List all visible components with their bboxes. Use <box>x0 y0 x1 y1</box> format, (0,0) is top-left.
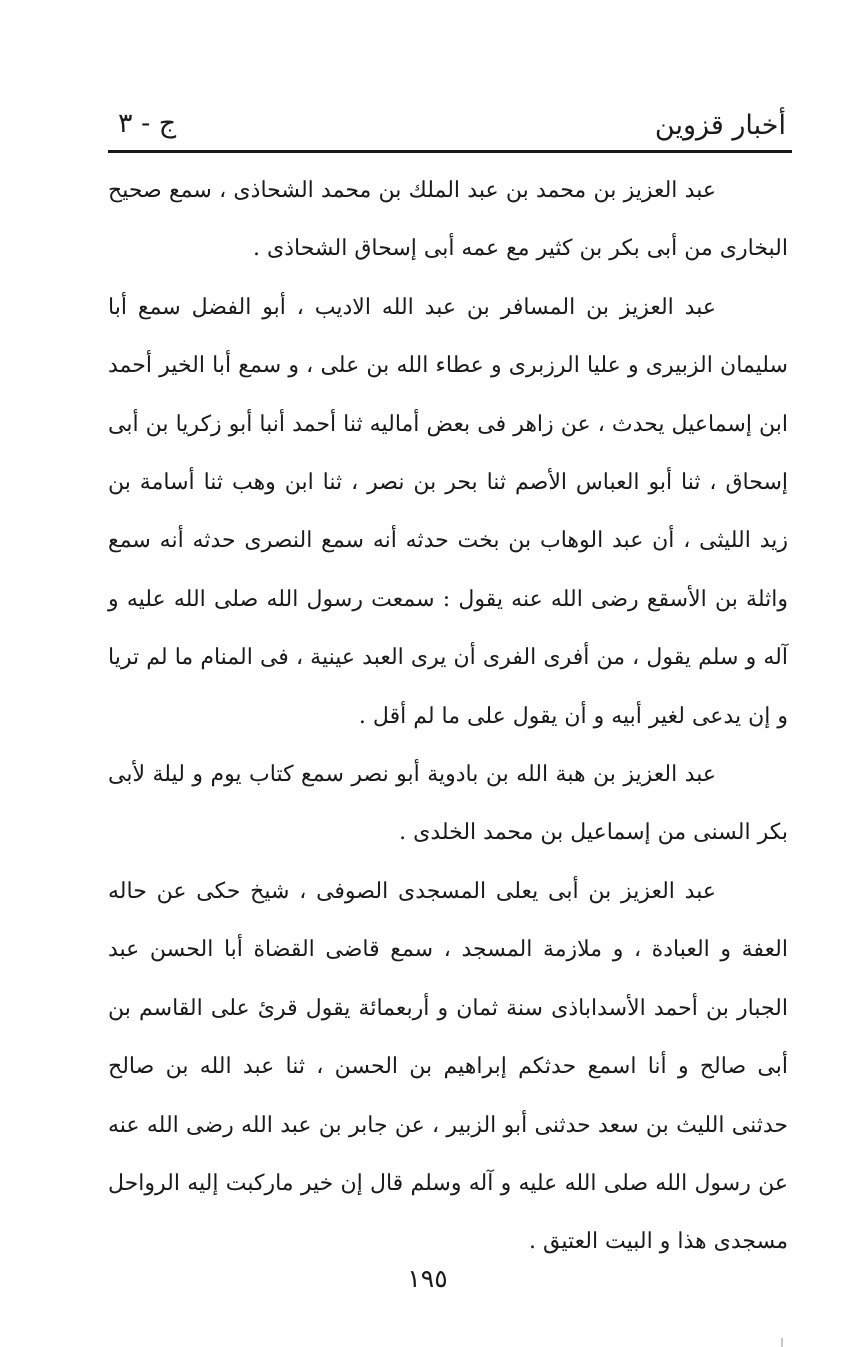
volume-label: ج - ٣ <box>118 108 177 139</box>
scan-mark <box>781 1338 783 1347</box>
header-divider <box>108 150 792 153</box>
page-number: ١٩٥ <box>407 1264 448 1293</box>
entry-abd-al-aziz-ibn-abi-yala: عبد العزيز بن أبى يعلى المسجدى الصوفى ، شيخ حكى عن حاله العفة و العبادة ، و ملازمة المسجد ، سمع قاضى القضاة أبا الحسن عبد الجبار بن أحمد الأسداباذى سنة ثمان و أربعمائة يقول قرئ على القاسم بن أبى صالح و أنا اسمع حدثكم إبراهيم بن الحسن ، ثنا عبد الله بن صالح حدثنى الليث بن سعد حدثنى أبو الزبير ، عن جابر بن عبد الله رضى الله عنه عن رسول الله صلى الله عليه و آله وسلم قال إن خير ماركبت إليه الرواحل مسجدى هذا و البيت العتيق . <box>108 878 788 1255</box>
main-text <box>108 162 788 1272</box>
running-header <box>108 102 794 152</box>
entry-abd-al-aziz-ibn-al-musafir: عبد العزيز بن المسافر بن عبد الله الاديب ، أبو الفضل سمع أبا سليمان الزبيرى و عليا الرزبرى و عطاء الله بن على ، و سمع أبا الخير أحمد ابن إسماعيل يحدث ، عن زاهر فى بعض أماليه ثنا أحمد أنبا أبو زكريا بن أبى إسحاق ، ثنا أبو العباس الأصم ثنا بحر بن نصر ، ثنا ابن وهب ثنا أسامة بن زيد الليثى ، أن عبد الوهاب بن بخت حدثه أنه سمع النصرى حدثه أنه سمع واثلة بن الأسقع رضى الله عنه يقول : سمعت رسول الله صلى الله عليه و آله و سلم يقول ، من أفرى الفرى أن يرى العبد عينية ، فى المنام ما لم تريا و إن يدعى لغير أبيه و أن يقول على ما لم أقل . <box>108 294 788 729</box>
entry-abd-al-aziz-ibn-hibat-allah: عبد العزيز بن هبة الله بن بادوية أبو نصر سمع كتاب يوم و ليلة لأبى بكر السنى من إسماعيل بن محمد الخلدى . <box>108 762 788 846</box>
entry-abd-al-aziz-ibn-muhammad: عبد العزيز بن محمد بن عبد الملك بن محمد الشحاذى ، سمع صحيح البخارى من أبى بكر بن كثير مع عمه أبى إسحاق الشحاذى . <box>108 178 788 262</box>
book-title: أخبار قزوين <box>654 110 786 141</box>
